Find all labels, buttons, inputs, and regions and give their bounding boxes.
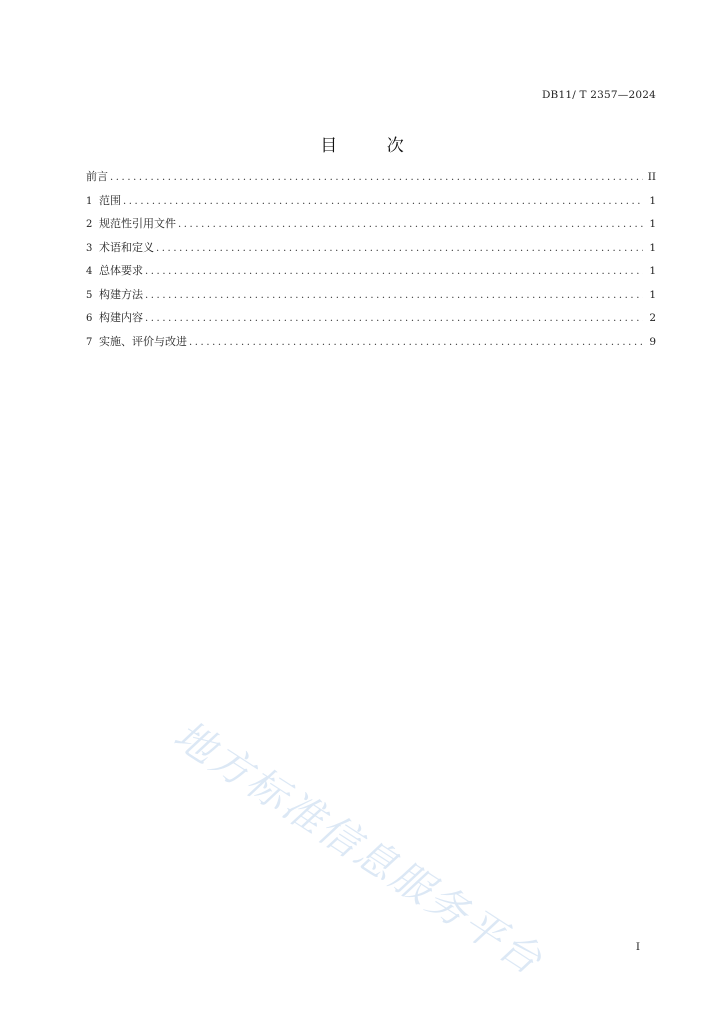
table-of-contents (86, 168, 656, 356)
toc-entry-number: 6 (86, 313, 93, 324)
toc-entry-page: 1 (649, 265, 656, 277)
toc-entry-number: 4 (86, 266, 93, 277)
toc-entry-page: 2 (649, 312, 656, 324)
toc-entry-label: 规范性引用文件 (99, 217, 176, 230)
toc-dot-leader (156, 243, 643, 254)
toc-entry-number: 1 (86, 195, 93, 207)
toc-entry-page: II (647, 171, 656, 183)
watermark: 地方标准信息服务平台 (165, 712, 552, 985)
toc-entry-page: 9 (649, 335, 656, 348)
toc-dot-leader (189, 337, 643, 348)
toc-entry-foreword[interactable] (86, 168, 656, 192)
toc-entry-implementation-evaluation[interactable] (86, 333, 656, 357)
toc-entry-terms-definitions[interactable] (86, 239, 656, 263)
toc-entry-label: 范围 (99, 193, 121, 207)
toc-entry-page: 1 (649, 194, 656, 207)
toc-entry-label: 术语和定义 (99, 240, 154, 254)
toc-entry-construction-method[interactable] (86, 286, 656, 310)
toc-dot-leader (110, 172, 643, 183)
toc-entry-label: 总体要求 (99, 264, 143, 277)
toc-entry-normative-references[interactable] (86, 215, 656, 239)
toc-entry-label: 前言 (86, 170, 108, 183)
toc-dot-leader (178, 219, 643, 230)
toc-entry-page: 1 (649, 288, 656, 301)
toc-dot-leader (123, 196, 643, 207)
toc-entry-general-requirements[interactable] (86, 262, 656, 286)
toc-dot-leader (145, 266, 643, 277)
toc-entry-construction-content[interactable] (86, 309, 656, 333)
toc-entry-page: 1 (649, 218, 656, 230)
standard-code: DB11/ T 2357—2024 (541, 89, 656, 101)
toc-entry-number: 2 (86, 219, 93, 230)
toc-entry-label: 构建内容 (99, 311, 143, 324)
toc-dot-leader (145, 313, 643, 324)
toc-entry-scope[interactable] (86, 192, 656, 216)
toc-title: 目 次 (320, 136, 426, 156)
toc-entry-label: 构建方法 (99, 287, 143, 301)
page-number: I (635, 941, 640, 953)
toc-dot-leader (145, 290, 643, 301)
toc-entry-number: 7 (86, 336, 93, 348)
toc-entry-page: 1 (649, 241, 656, 254)
toc-entry-label: 实施、评价与改进 (99, 334, 187, 348)
toc-entry-number: 5 (86, 289, 93, 301)
toc-entry-number: 3 (86, 242, 93, 254)
